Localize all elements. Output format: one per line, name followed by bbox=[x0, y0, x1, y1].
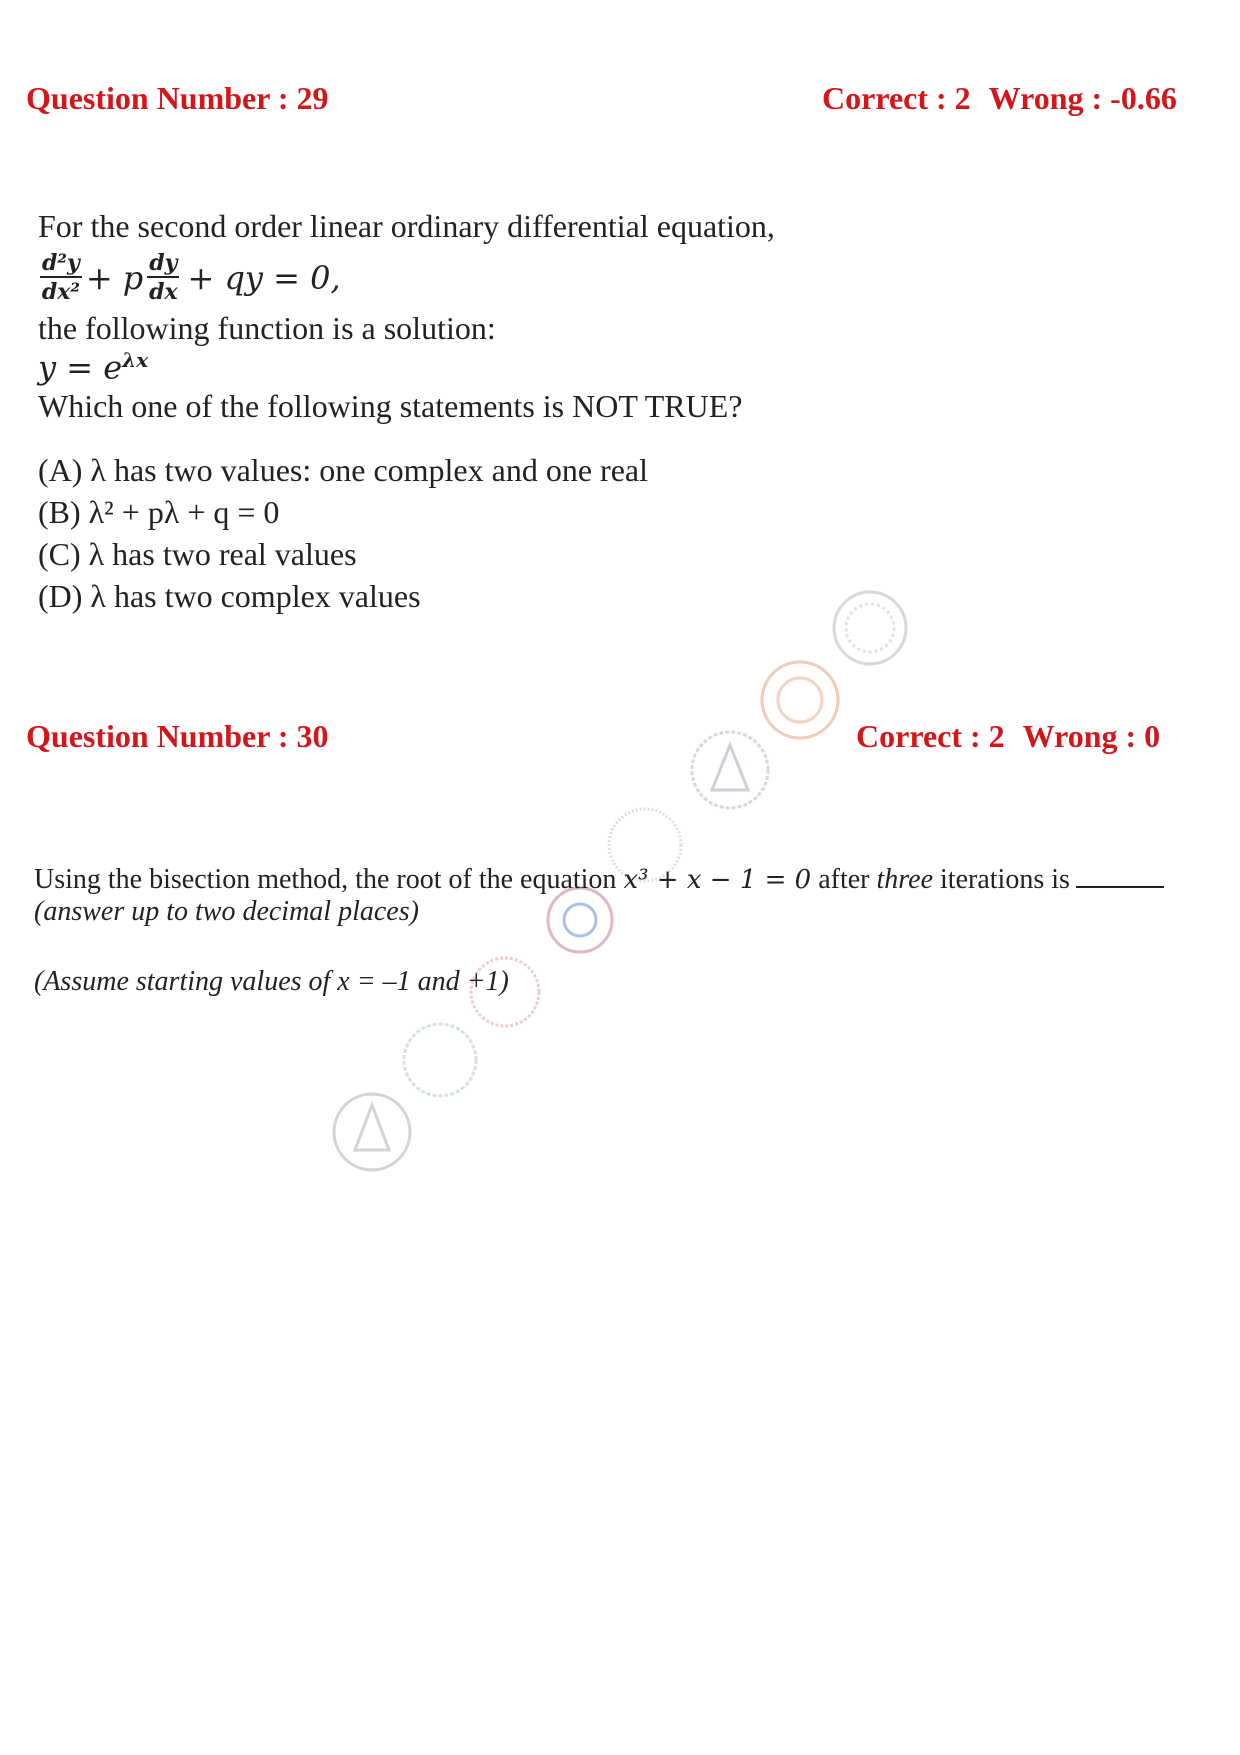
seal-8 bbox=[334, 1094, 410, 1170]
q30-line1-italic: three bbox=[876, 864, 934, 895]
q29-wrong: Wrong : -0.66 bbox=[988, 80, 1177, 116]
q29-intro: For the second order linear ordinary differential equation, bbox=[38, 208, 775, 244]
q29-option-c: (C) λ has two real values bbox=[38, 536, 357, 572]
fraction-d2y-dx2 bbox=[40, 252, 82, 303]
q30-wrong: Wrong : 0 bbox=[1022, 718, 1161, 754]
q29-equation bbox=[36, 252, 341, 303]
q30-correct: Correct : 2 bbox=[856, 718, 1005, 754]
q30-line3: (Assume starting values of x = –1 and +1) bbox=[34, 966, 509, 997]
q29-option-a: (A) λ has two values: one complex and one real bbox=[38, 452, 648, 488]
q29-question: Which one of the following statements is NOT TRUE? bbox=[38, 388, 743, 424]
q30-line1-b: after bbox=[818, 864, 870, 895]
solution-exponent: λx bbox=[122, 348, 149, 372]
q30-line1 bbox=[34, 862, 1164, 896]
q30-equation: x³ + x − 1 = 0 bbox=[623, 865, 812, 895]
q29-correct: Correct : 2 bbox=[822, 80, 971, 116]
eq-plus-p: + p bbox=[85, 258, 144, 297]
q29-solution-eq bbox=[38, 348, 148, 387]
solution-y: y = e bbox=[38, 348, 123, 387]
seal-2 bbox=[762, 662, 838, 738]
q30-marks bbox=[856, 718, 1160, 755]
q30-heading: Question Number : 30 bbox=[26, 718, 329, 754]
frac-den-dx2: dx² bbox=[41, 279, 80, 305]
q30-line1-c: iterations is bbox=[940, 864, 1070, 895]
q29-option-d: (D) λ has two complex values bbox=[38, 578, 421, 614]
seal-5 bbox=[548, 888, 612, 952]
seal-3 bbox=[692, 732, 768, 808]
q29-option-b: (B) λ² + pλ + q = 0 bbox=[38, 494, 280, 530]
q29-solution-line: the following function is a solution: bbox=[38, 310, 496, 346]
q29-marks bbox=[822, 80, 1177, 117]
q30-line2: (answer up to two decimal places) bbox=[34, 896, 419, 927]
seal-1 bbox=[834, 592, 906, 664]
seal-7 bbox=[404, 1024, 476, 1096]
fraction-dy-dx bbox=[147, 252, 179, 303]
frac-den-dx: dx bbox=[149, 279, 178, 305]
q30-line1-a: Using the bisection method, the root of the equation bbox=[34, 864, 617, 895]
frac-num-d2y: d²y bbox=[42, 250, 80, 276]
eq-tail: + qy = 0, bbox=[187, 258, 341, 297]
frac-num-dy: dy bbox=[149, 250, 178, 276]
q29-heading: Question Number : 29 bbox=[26, 80, 329, 116]
answer-blank bbox=[1076, 862, 1164, 888]
